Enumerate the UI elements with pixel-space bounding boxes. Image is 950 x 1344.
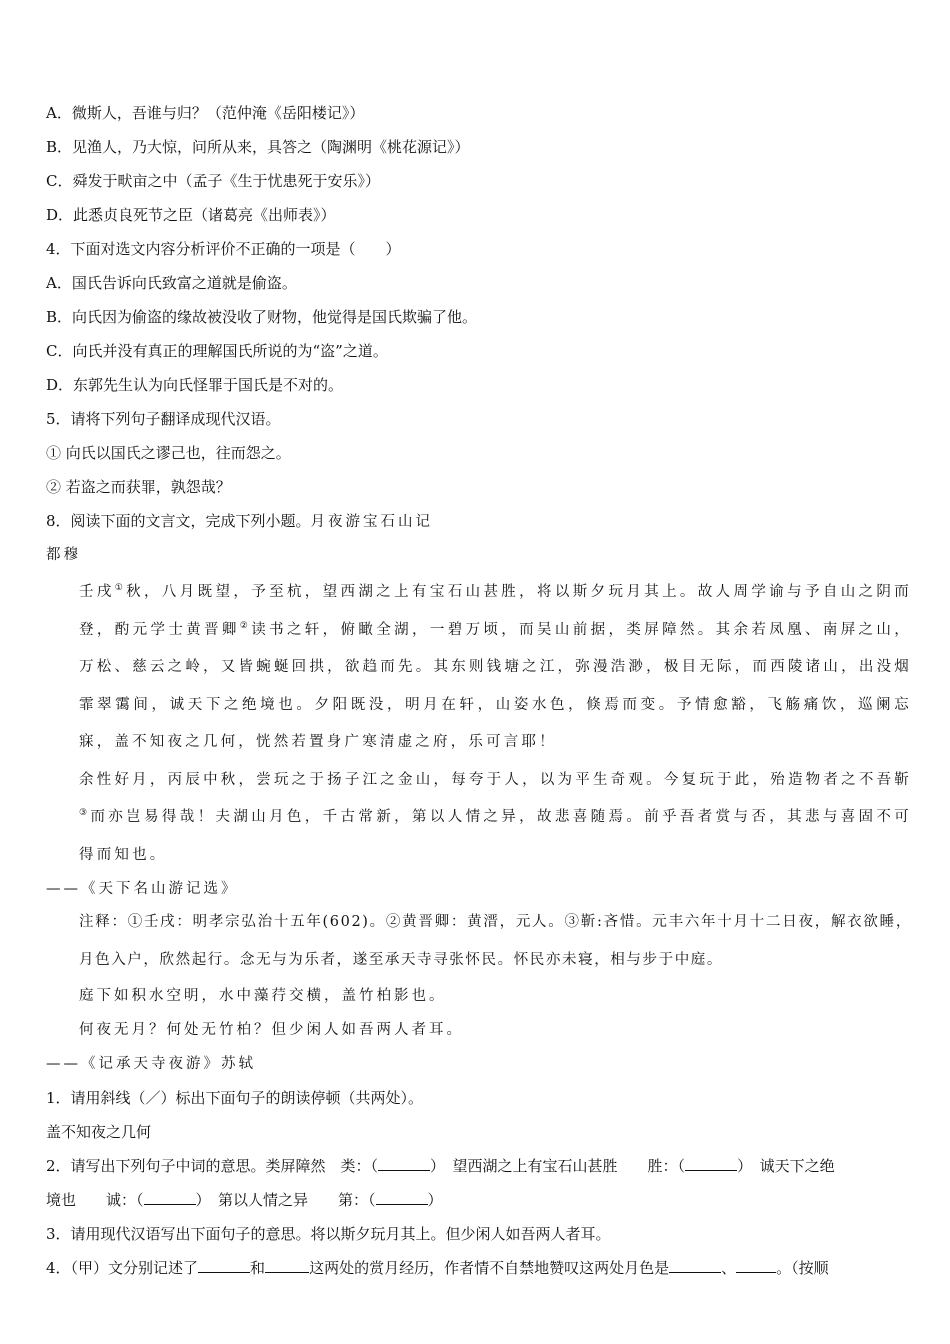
q5-stem: 5．请将下列句子翻译成现代汉语。: [46, 410, 281, 428]
passage-b-line-1: 庭下如积水空明，水中藻荇交横，盖竹柏影也。: [79, 988, 447, 1004]
q4-option-a: A．国氏告诉向氏致富之道就是偷盗。: [46, 274, 297, 292]
q3-option-d: D．此悉贞良死节之臣（诸葛亮《出师表》）: [46, 206, 336, 224]
q4-stem: 4．下面对选文内容分析评价不正确的一项是（ ）: [46, 240, 401, 258]
q5-item-2: ② 若盗之而获罪，孰怨哉？: [46, 478, 231, 496]
sub-q3: 3．请用现代汉语写出下面句子的意思。将以斯夕玩月其上。但少闲人如吾两人者耳。: [46, 1225, 611, 1243]
passage-source-2: ——《记承天寺夜游》苏轼: [46, 1056, 256, 1072]
sub-q2-line-2: 境也 诚：（ ） 第以人情之异 第：（ ）: [46, 1183, 912, 1217]
passage-title: 月夜游宝石山记: [310, 514, 434, 530]
passage-paragraph-1: 壬戌①秋，八月既望，予至杭，望西湖之上有宝石山甚胜，将以斯夕玩月其上。故人周学谕与予自山之阴而登，酌元学士黄晋卿②读书之轩，俯瞰全湖，一碧万顷，而吴山前据，类屏障然。其余若凤凰、南屏之山，万松、慈云之岭，又皆蜿蜒回拱，欲趋而先。其东则钱塘之江，弥漫浩渺，极目无际，而西陵诸山，出没烟霏翠霭间，诚天下之绝境也。夕阳既没，明月在轩，山姿水色，倏焉而变。予情愈豁，飞觞痛饮，巡阑忘寐，盖不知夜之几何，恍然若置身广寒清虚之府，乐可言耶！: [79, 583, 912, 750]
sub-q1-stem: 1．请用斜线（／）标出下面句子的朗读停顿（共两处）。: [46, 1089, 424, 1107]
passage-source-1: ——《天下名山游记选》: [46, 881, 239, 897]
sub-q4: 4．（甲）文分别记述了 和 这两处的赏月经历，作者情不自禁地赞叹这两处月色是 、 。（按顺: [46, 1251, 912, 1285]
q4-option-d: D．东郭先生认为向氏怪罪于国氏是不对的。: [46, 376, 344, 394]
answer-blank-cheng[interactable]: [144, 1188, 196, 1205]
exam-page: [46, 96, 912, 1285]
q8-stem: 8．阅读下面的文言文，完成下列小题。: [46, 512, 311, 530]
passage-notes: 注释：①壬戌：明孝宗弘治十五年(602)。②黄晋卿：黄溍，元人。③靳:吝惜。元丰六年十月十二日夜，解衣欲睡，月色入户，欣然起行。念无与为乐者，遂至承天寺寻张怀民。怀民亦未寝，相与步于中庭。: [79, 914, 912, 968]
passage-author: 都穆: [46, 547, 81, 563]
q3-option-a: A．微斯人，吾谁与归？（范仲淹《岳阳楼记》）: [46, 104, 365, 122]
passage-paragraph-2: 余性好月，丙辰中秋，尝玩之于扬子江之金山，每夸于人，以为平生奇观。今复玩于此，殆造物者之不吾靳③而亦岂易得哉！夫湖山月色，千古常新，第以人情之异，故悲喜随焉。前乎吾者赏与否，其悲与喜固不可得而知也。: [79, 771, 912, 863]
footnote-marker-2: ②: [239, 620, 252, 631]
q5-item-1: ① 向氏以国氏之谬己也，往而怨之。: [46, 444, 291, 462]
answer-blank-moon-2[interactable]: [736, 1256, 776, 1273]
passage-b-line-2: 何夜无月？何处无竹柏？但少闲人如吾两人者耳。: [79, 1022, 464, 1038]
q4-option-c: C．向氏并没有真正的理解国氏所说的为“盗”之道。: [46, 342, 388, 360]
sub-q1-sentence: 盖不知夜之几何: [46, 1123, 152, 1141]
q3-option-c: C．舜发于畎亩之中（孟子《生于忧患死于安乐》）: [46, 172, 380, 190]
sub-q2-line-1: 2．请写出下列句子中词的意思。类屏障然 类：（ ） 望西湖之上有宝石山甚胜 胜：（ ） 诚天下之绝: [46, 1149, 912, 1183]
answer-blank-lei[interactable]: [378, 1154, 430, 1171]
footnote-marker-3: ③: [79, 808, 91, 819]
answer-blank-moon-1[interactable]: [669, 1256, 721, 1273]
q3-option-b: B．见渔人，乃大惊，问所从来，具答之（陶渊明《桃花源记》）: [46, 138, 470, 156]
q8-stem-line: [46, 504, 912, 538]
answer-blank-place-1[interactable]: [198, 1256, 250, 1273]
answer-blank-di[interactable]: [376, 1188, 428, 1205]
q4-option-b: B．向氏因为偷盗的缘故被没收了财物，他觉得是国氏欺骗了他。: [46, 308, 478, 326]
answer-blank-place-2[interactable]: [265, 1256, 309, 1273]
footnote-marker-1: ①: [114, 583, 127, 594]
answer-blank-sheng[interactable]: [685, 1154, 737, 1171]
